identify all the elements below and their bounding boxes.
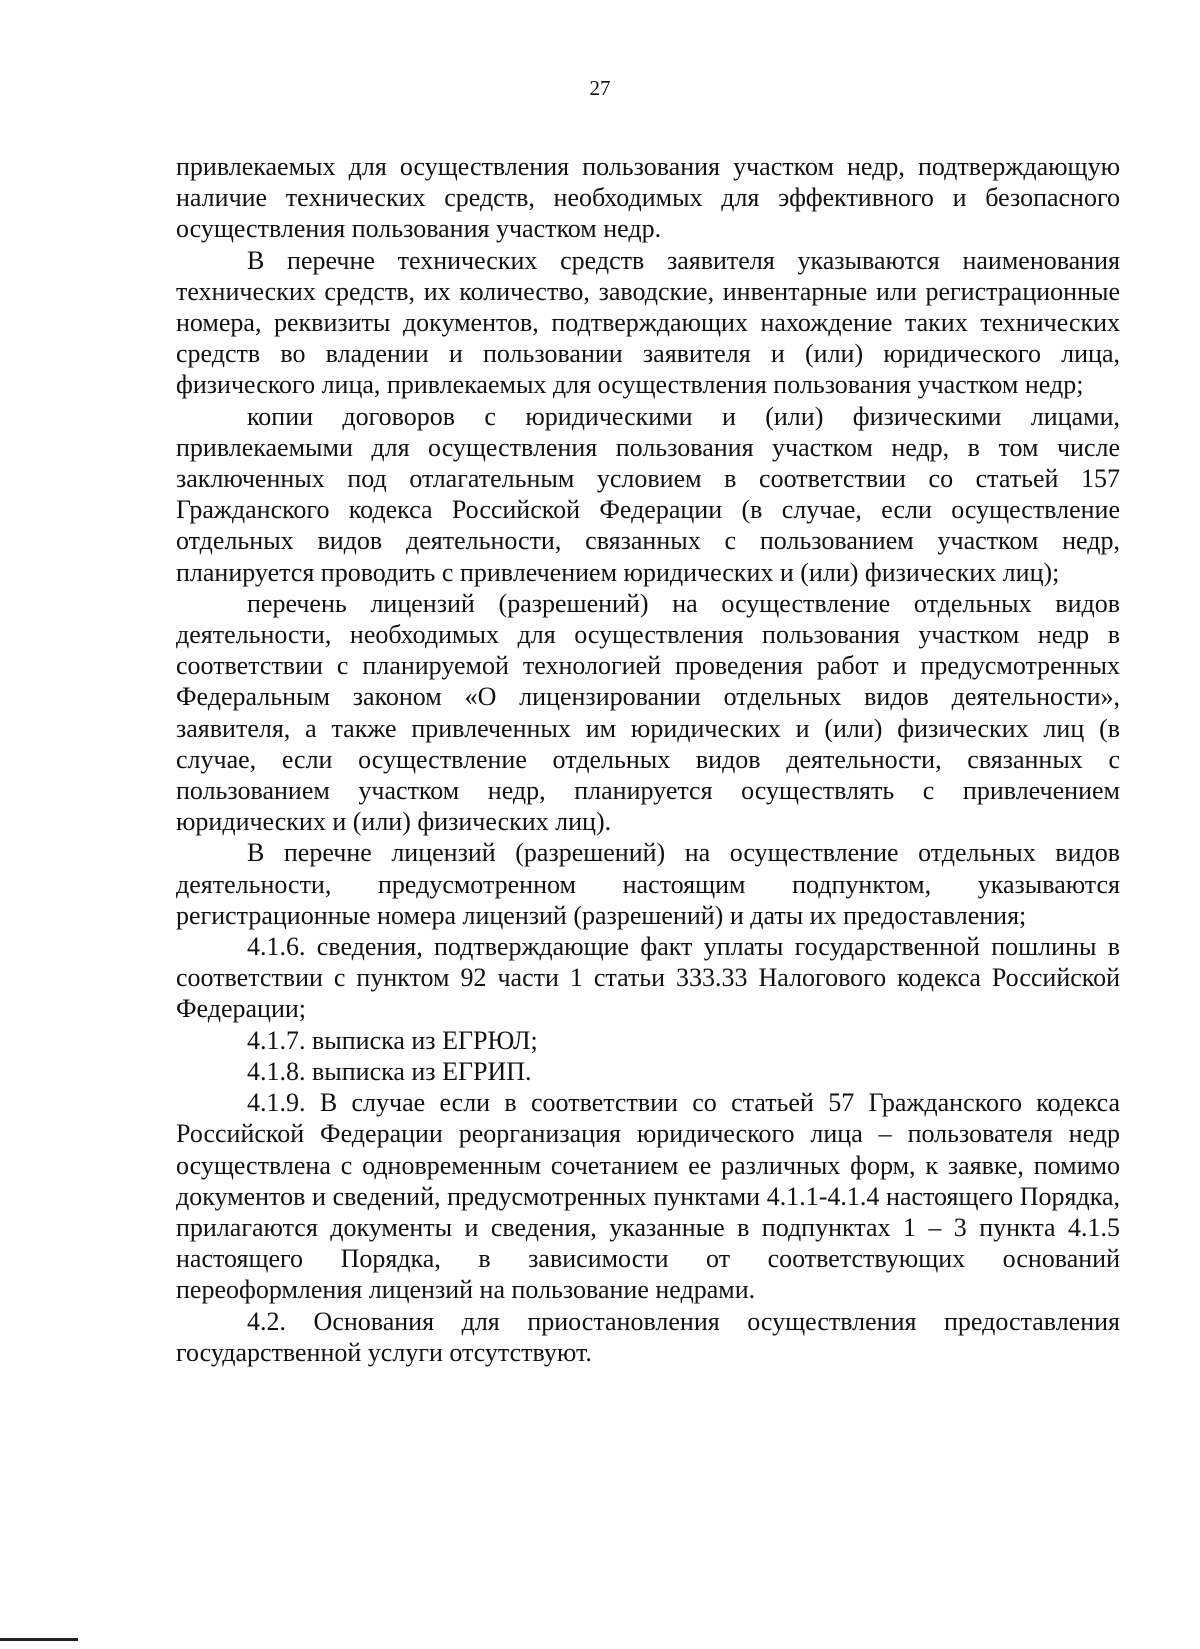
paragraph-4-1-8: 4.1.8. выписка из ЕГРИП.: [247, 1056, 532, 1086]
page-number: 27: [589, 76, 611, 100]
scan-edge-mark: [0, 1638, 78, 1641]
paragraph-license-list: перечень лицензий (разрешений) на осуществление отдельных видов деятельности, необходимых для осуществления пользования участком недр в соответствии с планируемой технологией проведения работ и предусмотренных Федеральным законом «О лицензировании отдельных видов деятельности», заявителя, а также привлеченных им юридических и (или) физических лиц (в случае, если осуществление отдельных видов деятельности, связанных с пользованием участком недр, планируется осуществлять с привлечением юридических и (или) физических лиц).: [176, 588, 1120, 837]
paragraph-license-list-details: В перечне лицензий (разрешений) на осуществление отдельных видов деятельности, предусмотренном настоящим подпунктом, указываются регистрационные номера лицензий (разрешений) и даты их предоставления;: [176, 838, 1120, 930]
document-body: [176, 151, 1120, 1368]
paragraph-4-2: 4.2. Основания для приостановления осуществления предоставления государственной услуги отсутствуют.: [176, 1306, 1120, 1367]
paragraph-4-1-6: 4.1.6. сведения, подтверждающие факт уплаты государственной пошлины в соответствии с пунктом 92 части 1 статьи 333.33 Налогового кодекса Российской Федерации;: [176, 932, 1120, 1024]
paragraph-continuation: привлекаемых для осуществления пользования участком недр, подтверждающую наличие технических средств, необходимых для эффективного и безопасного осуществления пользования участком недр.: [176, 152, 1120, 244]
paragraph-technical-means-list: В перечне технических средств заявителя указываются наименования технических средств, их количество, заводские, инвентарные или регистрационные номера, реквизиты документов, подтверждающих нахождение таких технических средств во владении и пользовании заявителя и (или) юридического лица, физического лица, привлекаемых для осуществления пользования участком недр;: [176, 245, 1120, 400]
paragraph-4-1-7: 4.1.7. выписка из ЕГРЮЛ;: [247, 1025, 538, 1055]
paragraph-4-1-9: 4.1.9. В случае если в соответствии со статьей 57 Гражданского кодекса Российской Федерации реорганизация юридического лица – пользователя недр осуществлена с одновременным сочетанием ее различных форм, к заявке, помимо документов и сведений, предусмотренных пунктами 4.1.1-4.1.4 настоящего Порядка, прилагаются документы и сведения, указанные в подпунктах 1 – 3 пункта 4.1.5 настоящего Порядка, в зависимости от соответствующих оснований переоформления лицензий на пользование недрами.: [176, 1088, 1120, 1305]
paragraph-contract-copies: копии договоров с юридическими и (или) физическими лицами, привлекаемыми для осуществления пользования участком недр, в том числе заключенных под отлагательным условием в соответствии со статьей 157 Гражданского кодекса Российской Федерации (в случае, если осуществление отдельных видов деятельности, связанных с пользованием участком недр, планируется проводить с привлечением юридических и (или) физических лиц);: [176, 401, 1120, 587]
